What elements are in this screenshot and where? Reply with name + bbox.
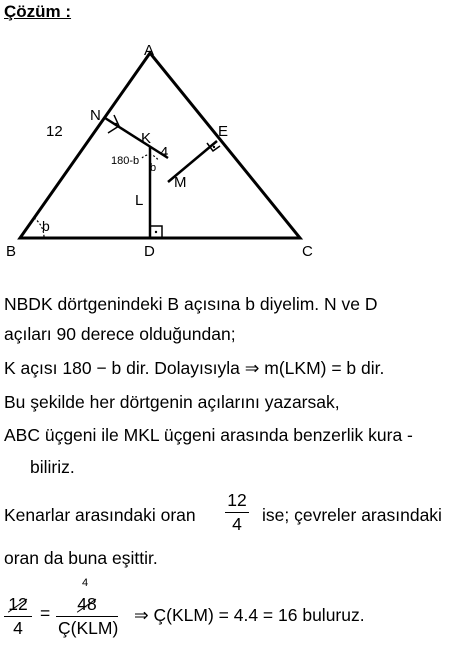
eq-left-denominator: 4 [13,618,23,638]
label-m: M [174,174,187,191]
solution-heading: Çözüm : [4,2,72,21]
label-side-12: 12 [46,123,63,140]
eq-result: ⇒ Ç(KLM) = 4.4 = 16 buluruz. [134,605,365,625]
text-line-8: oran da buna eşittir. [4,548,158,568]
eq-right-small-4: 4 [82,577,89,589]
ratio-denominator: 4 [232,514,242,534]
text-line-5: ABC üçgeni ile MKL üçgeni arasında benzerlik kura - [4,425,413,445]
label-e: E [218,123,229,140]
text-line-3: K açısı 180 − b dir. Dolayısıyla ⇒ m(LKM) = b dir. [4,358,385,378]
text-line-2: açıları 90 derece olduğundan; [4,324,236,344]
label-angle-k-b: b [150,162,157,174]
text-line-7-start: Kenarlar arasındaki oran [4,505,196,525]
segment-nm [105,118,168,158]
label-n: N [90,107,101,124]
ratio-numerator: 12 [227,490,247,510]
eq-left-fraction [4,594,32,639]
label-k: K [141,130,152,147]
text-line-6: biliriz. [30,457,75,477]
eq-right-numerator: 48 [77,594,97,614]
eq-left-numerator: 12 [8,594,28,614]
text-line-1: NBDK dörtgenindeki B açısına b diyelim. N ve D [4,294,378,314]
eq-right-denominator: Ç(KLM) [58,618,119,638]
label-l: L [135,192,144,209]
label-c: C [302,243,313,260]
label-d: D [144,243,155,260]
label-a: A [144,42,155,59]
text-line-7-end: ise; çevreler arasındaki [262,505,442,525]
eq-right-fraction [56,594,118,639]
text-line-4: Bu şekilde her dörtgenin açılarını yazarsak, [4,392,340,412]
ratio-fraction [225,490,249,535]
label-b: B [6,243,17,260]
triangle-figure [0,30,474,280]
label-angle-180-b: 180-b [111,155,140,167]
label-angle-b: b [42,218,50,234]
label-km-4: 4 [160,144,169,161]
